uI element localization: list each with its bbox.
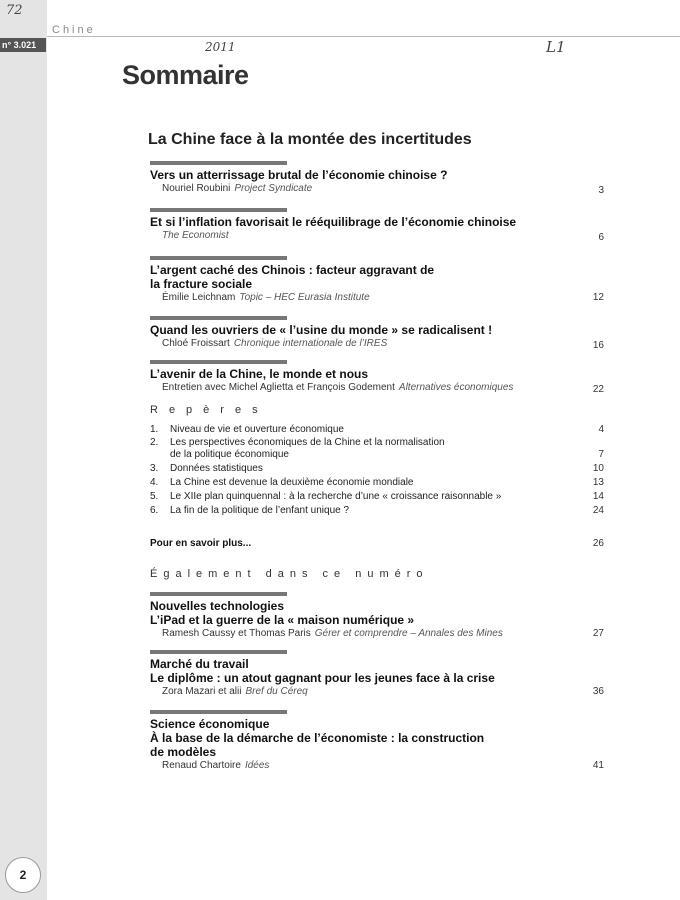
entry-source: Topic – HEC Eurasia Institute — [239, 292, 370, 303]
reperes-item[interactable] — [150, 505, 610, 517]
reperes-heading: Repères — [150, 404, 269, 416]
further-reading-page: 26 — [592, 538, 604, 549]
entry-rule — [150, 316, 287, 320]
entry-byline — [162, 627, 610, 640]
reperes-num: 2. — [150, 437, 159, 448]
entry-page: 41 — [592, 760, 604, 771]
toc-entry[interactable] — [150, 592, 610, 640]
entry-title-line1: À la base de la démarche de l’économiste : la construction — [150, 731, 485, 745]
entry-byline — [162, 182, 610, 195]
entry-byline — [162, 337, 610, 350]
reperes-text: Les perspectives économiques de la Chine et la normalisation — [170, 437, 445, 448]
reperes-num: 5. — [150, 491, 159, 502]
entry-author: Zora Mazari et alii — [162, 686, 242, 697]
entry-title: L’iPad et la guerre de la « maison numérique » — [150, 613, 415, 627]
entry-rule — [150, 710, 287, 714]
entry-title-line1: L’argent caché des Chinois : facteur aggravant de — [150, 263, 435, 277]
reperes-page: 24 — [592, 505, 604, 516]
reperes-text: La fin de la politique de l’enfant unique ? — [170, 505, 350, 516]
reperes-text: Données statistiques — [170, 463, 263, 474]
reperes-item[interactable] — [150, 437, 610, 461]
also-heading: Également dans ce numéro — [150, 568, 429, 580]
page-title: Sommaire — [122, 60, 249, 90]
toc-entry[interactable] — [150, 161, 610, 195]
entry-category: Nouvelles technologies — [150, 599, 285, 613]
entry-source: Project Syndicate — [234, 183, 313, 194]
reperes-num: 3. — [150, 463, 159, 474]
entry-page: 16 — [592, 340, 604, 351]
entry-source: Alternatives économiques — [398, 382, 514, 393]
page-number: 2 — [5, 857, 41, 893]
entry-byline — [162, 381, 610, 394]
reperes-num: 6. — [150, 505, 159, 516]
entry-author: Ramesh Caussy et Thomas Paris — [162, 628, 311, 639]
reperes-page: 7 — [598, 449, 604, 460]
entry-title-line2: de modèles — [150, 745, 217, 759]
entry-source: Bref du Céreq — [245, 686, 308, 697]
reperes-item[interactable] — [150, 463, 610, 475]
handwritten-year: 2011 — [205, 40, 236, 54]
entry-byline — [162, 229, 610, 242]
further-reading-label: Pour en savoir plus... — [150, 538, 252, 549]
entry-source: Idées — [244, 760, 270, 771]
reperes-text: La Chine est devenue la deuxième économie mondiale — [170, 477, 414, 488]
reperes-num: 4. — [150, 477, 159, 488]
entry-page: 36 — [592, 686, 604, 697]
entry-byline — [162, 291, 610, 304]
entry-page: 3 — [598, 185, 604, 196]
entry-title: Vers un atterrissage brutal de l’économie chinoise ? — [150, 168, 448, 182]
toc-entry[interactable] — [150, 710, 610, 772]
issue-badge: n° 3.021 — [0, 38, 46, 52]
entry-category: Science économique — [150, 717, 270, 731]
entry-source: Chronique internationale de l’IRES — [233, 338, 388, 349]
entry-byline — [162, 759, 610, 772]
reperes-num: 1. — [150, 424, 159, 435]
entry-category: Marché du travail — [150, 657, 249, 671]
reperes-page: 4 — [598, 424, 604, 435]
entry-page: 12 — [592, 292, 604, 303]
running-header: Chine — [52, 24, 96, 36]
entry-rule — [150, 650, 287, 654]
reperes-text-cont: de la politique économique — [170, 449, 289, 460]
left-margin-band — [0, 0, 47, 900]
section-title: La Chine face à la montée des incertitudes — [148, 131, 472, 148]
entry-title: Quand les ouvriers de « l’usine du monde » se radicalisent ! — [150, 323, 493, 337]
entry-title: L’avenir de la Chine, le monde et nous — [150, 367, 369, 381]
handwritten-note-top-left: 72 — [6, 3, 23, 18]
entry-rule — [150, 208, 287, 212]
reperes-item[interactable] — [150, 477, 610, 489]
entry-title-line2: la fracture sociale — [150, 277, 253, 291]
toc-entry[interactable] — [150, 316, 610, 350]
entry-byline — [162, 685, 610, 698]
header-rule — [47, 36, 680, 37]
reperes-page: 10 — [592, 463, 604, 474]
entry-author: Entretien avec Michel Aglietta et François Godement — [162, 382, 395, 393]
entry-title: Le diplôme : un atout gagnant pour les jeunes face à la crise — [150, 671, 495, 685]
entry-rule — [150, 256, 287, 260]
handwritten-note-right: L1 — [546, 38, 566, 56]
toc-entry[interactable] — [150, 360, 610, 394]
entry-source: Gérer et comprendre – Annales des Mines — [314, 628, 503, 639]
entry-author: Renaud Chartoire — [162, 760, 241, 771]
reperes-text: Le XIIe plan quinquennal : à la recherche d’une « croissance raisonnable » — [170, 491, 502, 502]
reperes-text: Niveau de vie et ouverture économique — [170, 424, 344, 435]
entry-page: 6 — [598, 232, 604, 243]
entry-author: Nouriel Roubini — [162, 183, 231, 194]
entry-rule — [150, 592, 287, 596]
entry-source: The Economist — [162, 230, 229, 241]
reperes-page: 14 — [592, 491, 604, 502]
entry-author: Émilie Leichnam — [162, 292, 236, 303]
reperes-page: 13 — [592, 477, 604, 488]
reperes-item[interactable] — [150, 424, 610, 436]
entry-author: Chloé Froissart — [162, 338, 230, 349]
toc-entry[interactable] — [150, 256, 610, 304]
entry-title: Et si l’inflation favorisait le rééquilibrage de l’économie chinoise — [150, 215, 517, 229]
toc-entry[interactable] — [150, 208, 610, 242]
further-reading-entry[interactable] — [150, 538, 610, 549]
reperes-item[interactable] — [150, 491, 610, 503]
entry-rule — [150, 161, 287, 165]
entry-rule — [150, 360, 287, 364]
toc-entry[interactable] — [150, 650, 610, 698]
entry-page: 22 — [592, 384, 604, 395]
entry-page: 27 — [592, 628, 604, 639]
